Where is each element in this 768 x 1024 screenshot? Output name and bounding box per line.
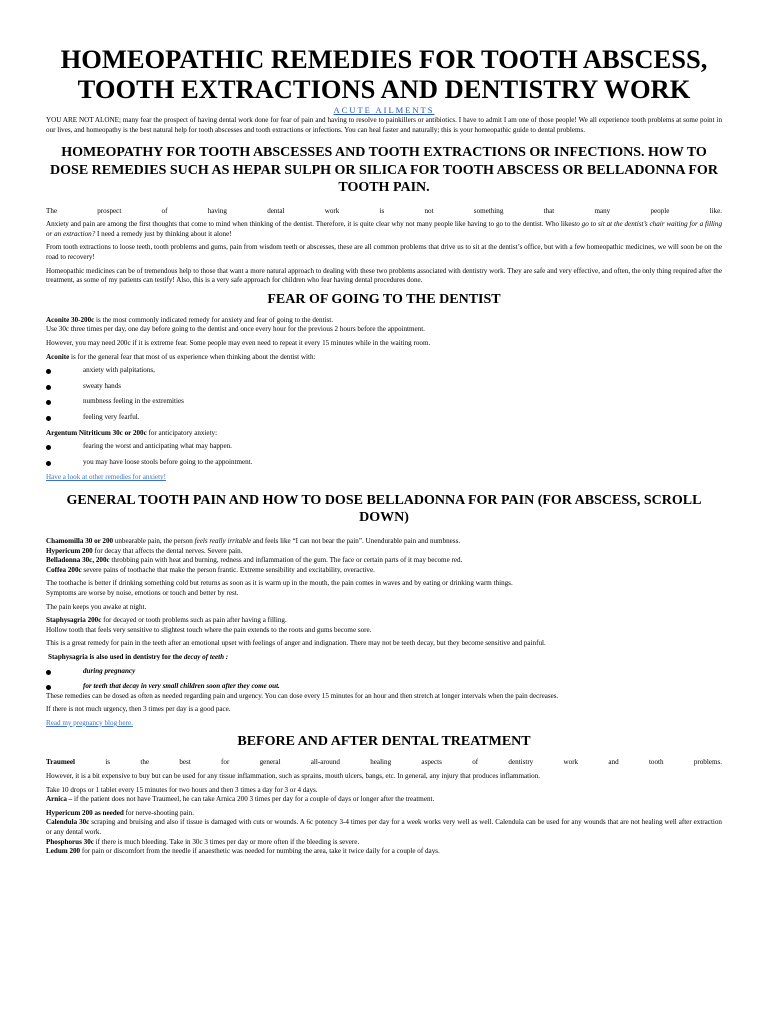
- paragraph: Staphysagria 200c for decayed or tooth problems such as pain after having a filling.: [46, 616, 287, 625]
- list-item: fearing the worst and anticipating what may happen.: [46, 442, 722, 452]
- list-item: numbness feeling in the extremities: [46, 397, 722, 407]
- paragraph: The toothache is better if drinking something cold but returns as soon as it is warm up in the mouth, the pain comes in waves and by eating or drinking warm things.: [46, 579, 513, 588]
- section-heading-abscess: HOMEOPATHY FOR TOOTH ABSCESSES AND TOOTH EXTRACTIONS OR INFECTIONS. HOW TO DOSE REMEDIES SUCH AS HEPAR SULPH OR SILICA FOR TOOTH ABSCESS OR BELLADONNA FOR TOOTH PAIN.: [50, 145, 718, 196]
- paragraph: From tooth extractions to loose teeth, tooth problems and gums, pain from wisdom teeth or abscesses, these are all common problems that drive us to sit at the dentist’s office, but with a few homeopathic medicines, we will soon be on the road to recovery!: [46, 243, 722, 262]
- staphysagria-list: [46, 667, 722, 692]
- paragraph: Hypericum 200 for decay that affects the dental nerves. Severe pain.: [46, 546, 243, 555]
- paragraph: Phosphorus 30c if there is much bleeding. Take in 30c 3 times per day or more often if the bleeding is severe.: [46, 837, 360, 846]
- paragraph: However, you may need 200c if it is extreme fear. Some people may even need to repeat it every 15 minutes while in the waiting room.: [46, 339, 431, 348]
- paragraph: Hypericum 200 as needed for nerve-shooting pain.: [46, 808, 194, 817]
- paragraph: Argentum Nitriticum 30c or 200c for anticipatory anxiety:: [46, 428, 218, 437]
- anxiety-remedies-link[interactable]: Have a look at other remedies for anxiety!: [46, 473, 166, 482]
- category-link[interactable]: ACUTE AILMENTS: [333, 105, 435, 115]
- paragraph: Belladonna 30c, 200c throbbing pain with heat and burning, redness and inflammation of the gum. The face or certain parts of it may become red.: [46, 556, 463, 565]
- paragraph: This is a great remedy for pain in the teeth after an emotional upset with feelings of anger and indignation. There may not be teeth decay, but they become sensitive and painful.: [46, 639, 546, 648]
- paragraph: Coffea 200c severe pains of toothache that make the person frantic. Extreme sensibility and excitability, overactive.: [46, 565, 375, 574]
- paragraph: Traumeel is the best for general all-around healing aspects of dentistry work and tooth problems.: [46, 758, 722, 767]
- paragraph: Take 10 drops or 1 tablet every 15 minutes for two hours and then 3 times a day for 3 or 4 days.: [46, 785, 318, 794]
- list-item: feeling very fearful.: [46, 413, 722, 423]
- list-item: for teeth that decay in very small children soon after they come out.: [46, 682, 722, 692]
- aconite-symptom-list: [46, 366, 722, 422]
- paragraph: Ledum 200 for pain or discomfort from the needle if anaesthetic was needed for numbing the area, take it twice daily for a couple of days.: [46, 847, 440, 856]
- paragraph: Staphysagria is also used in dentistry for the decay of teeth :: [48, 652, 229, 661]
- paragraph: The pain keeps you awake at night.: [46, 602, 147, 611]
- paragraph: Hollow tooth that feels very sensitive to slightest touch where the pain extends to the roots and gums become sore.: [46, 625, 372, 634]
- section-heading-fear: FEAR OF GOING TO THE DENTIST: [267, 291, 501, 307]
- paragraph: Arnica – if the patient does not have Traumeel, he can take Arnica 200 3 times per day for a couple of days or longer after the treatment.: [46, 795, 435, 804]
- paragraph: Aconite is for the general fear that most of us experience when thinking about the dentist with:: [46, 352, 316, 361]
- list-item: during pregnancy: [46, 667, 722, 677]
- paragraph: Homeopathic medicines can be of tremendous help to those that want a more natural approach to dealing with these two problems associated with dentistry work. They are safe and very effective, and often, the only thing required after the treatment, as some of my patients can testify! Also, this is a very safe approach for children who fear having dental procedures done.: [46, 266, 722, 285]
- paragraph: Calendula 30c scraping and bruising and also if tissue is damaged with cuts or wounds. A 6c potency 3-4 times per day for a week works very well as well. Calendula can be used for any wounds that are not healing well after extraction or any dental work.: [46, 818, 722, 837]
- page-title: HOMEOPATHIC REMEDIES FOR TOOTH ABSCESS, TOOTH EXTRACTIONS AND DENTISTRY WORK: [60, 44, 708, 104]
- paragraph: Aconite 30-200c is the most commonly indicated remedy for anxiety and fear of going to the dentist.: [46, 315, 334, 324]
- paragraph: Use 30c three times per day, one day before going to the dentist and once every hour for the previous 2 hours before the appointment.: [46, 325, 425, 334]
- list-item: you may have loose stools before going to the appointment.: [46, 458, 722, 468]
- paragraph: Chamomilla 30 or 200 unbearable pain, the person feels really irritable and feels like “I can not bear the pain”. Unendurable pain and numbness.: [46, 536, 461, 545]
- intro-paragraph: YOU ARE NOT ALONE; many fear the prospect of having dental work done for fear of pain and having to resolve to painkillers or antibiotics. I have to admit I am one of those people! We all experience tooth problems at some point in our lives, and homeopathy is the best natural help for tooth abscesses and tooth extractions or infections. You can heal faster and naturally; this is your homeopathic guide to dental problems.: [46, 116, 722, 134]
- list-item: sweaty hands: [46, 382, 722, 392]
- pregnancy-blog-link[interactable]: Read my pregnancy blog here.: [46, 718, 133, 727]
- paragraph: If there is not much urgency, then 3 times per day is a good pace.: [46, 705, 231, 714]
- paragraph: Anxiety and pain are among the first thoughts that come to mind when thinking of the dentist. Therefore, it is quite clear why not many people like having to go to the dentist. Who likesto go to sit at the dentist’s chair waiting for a filling or an extraction? I need a remedy just by thinking about it alone!: [46, 220, 722, 238]
- paragraph: These remedies can be dosed as often as needed regarding pain and urgency. You can dose every 15 minutes for an hour and then stretch at longer intervals when the pain decreases.: [46, 691, 559, 700]
- paragraph: The prospect of having dental work is not something that many people like.: [46, 206, 722, 215]
- list-item: anxiety with palpitations,: [46, 366, 722, 376]
- paragraph: Symptoms are worse by noise, emotions or touch and better by rest.: [46, 588, 239, 597]
- section-heading-treatment: BEFORE AND AFTER DENTAL TREATMENT: [237, 734, 531, 750]
- section-heading-tooth-pain: GENERAL TOOTH PAIN AND HOW TO DOSE BELLADONNA FOR PAIN (FOR ABSCESS, SCROLL DOWN): [66, 492, 702, 526]
- paragraph: However, it is a bit expensive to buy but can be used for any tissue inflammation, such as sprains, mouth ulcers, bangs, etc. In general, any injury that produces inflammation.: [46, 772, 540, 781]
- argentum-symptom-list: [46, 442, 722, 467]
